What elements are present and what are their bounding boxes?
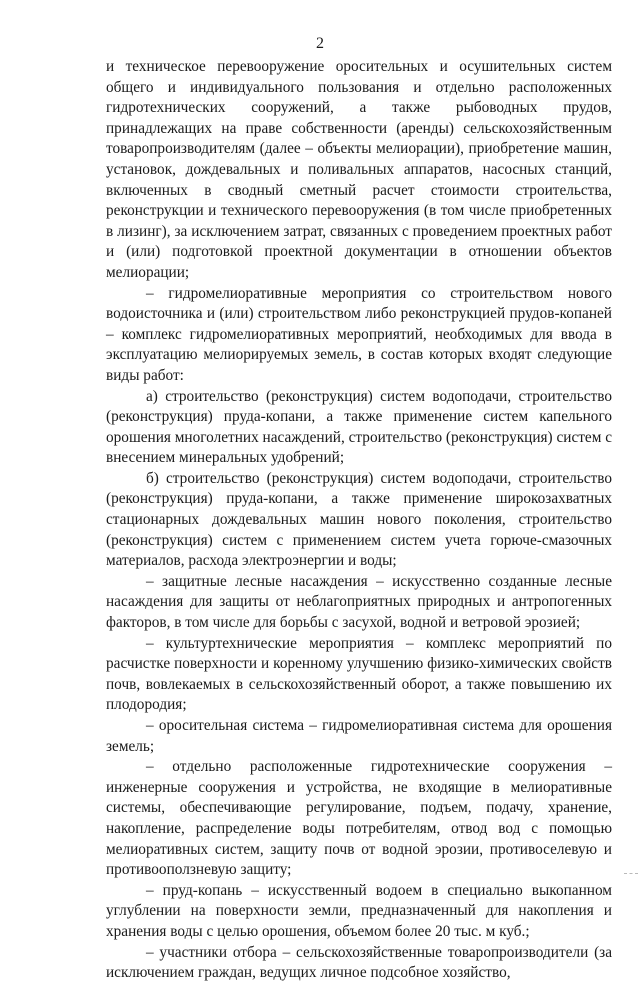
paragraph-selection-participants: – участники отбора – сельскохозяйственные товаропроизводители (за исключением граждан, ведущих личное подсобное хозяйство, [106,943,612,982]
paragraph-dug-pond: – пруд-копань – искусственный водоем в специально выкопанном углублении на поверхности земли, предназначенный для накопления и хранения воды с целью орошения, объемом более 20 тыс. м куб.; [106,881,612,940]
paragraph-irrigation-system: – оросительная система – гидромелиоративная система для орошения земель; [106,717,612,755]
page-number: 2 [316,35,324,52]
document-body [106,57,612,984]
paragraph-protective-forest-plantings: – защитные лесные насаждения – искусственно созданные лесные насаждения для защиты от неблагоприятных природных и антропогенных факторов, в том числе для борьбы с засухой, водной и ветровой эрозией; [106,572,612,632]
scan-edge-mark [624,873,638,877]
paragraph-work-type-b: б) строительство (реконструкция) систем водоподачи, строительство (реконструкция) пруда-копани, а также применение широкозахватных стационарных дождевальных машин нового поколения, строительство (реконструкция) систем с применением систем учета горюче-смазочных материалов, расхода электроэнергии и воды; [106,469,612,570]
paragraph-hydro-melioration-measures: – гидромелиоративные мероприятия со строительством нового водоисточника и (или) строительством либо реконструкцией прудов-копаней – комплекс гидромелиоративных мероприятий, необходимых для ввода в эксплуатацию мелиорируемых земель, в состав которых входят следующие виды работ: [106,284,612,384]
paragraph-work-type-a: а) строительство (реконструкция) систем водоподачи, строительство (реконструкция) пруда-копани, а также применение систем капельного орошения многолетних насаждений, строительство (реконструкция) систем с внесением минеральных удобрений; [106,387,613,467]
paragraph-intro-continuation: и техническое перевооружение оросительных и осушительных систем общего и индивидуального пользования и отдельно расположенных гидротехнических сооружений, а также рыбоводных прудов, принадлежащих на праве собственности (аренды) сельскохозяйственным товаропроизводителям (далее – объекты мелиорации), приобретение машин, установок, дождевальных и поливальных аппаратов, насосных станций, включенных в сводный сметный расчет стоимости строительства, реконструкции и технического перевооружения (в том числе приобретенных в лизинг), за исключением затрат, связанных с проведением проектных работ и (или) подготовкой проектной документации в отношении объектов мелиорации; [106,58,612,281]
paragraph-hydraulic-structures: – отдельно расположенные гидротехнические сооружения – инженерные сооружения и устройства, не входящие в мелиоративные системы, обеспечивающие регулирование, подъем, подачу, хранение, накопление, распределение воды потребителям, отвод вод с помощью мелиоративных систем, защиту почв от водной эрозии, противоселевую и противооползневую защиту; [106,758,612,879]
paragraph-cultural-technical-measures: – культуртехнические мероприятия – комплекс мероприятий по расчистке поверхности и коренному улучшению физико-химических свойств почв, вовлекаемых в сельскохозяйственный оборот, а также повышению их плодородия; [106,634,612,714]
